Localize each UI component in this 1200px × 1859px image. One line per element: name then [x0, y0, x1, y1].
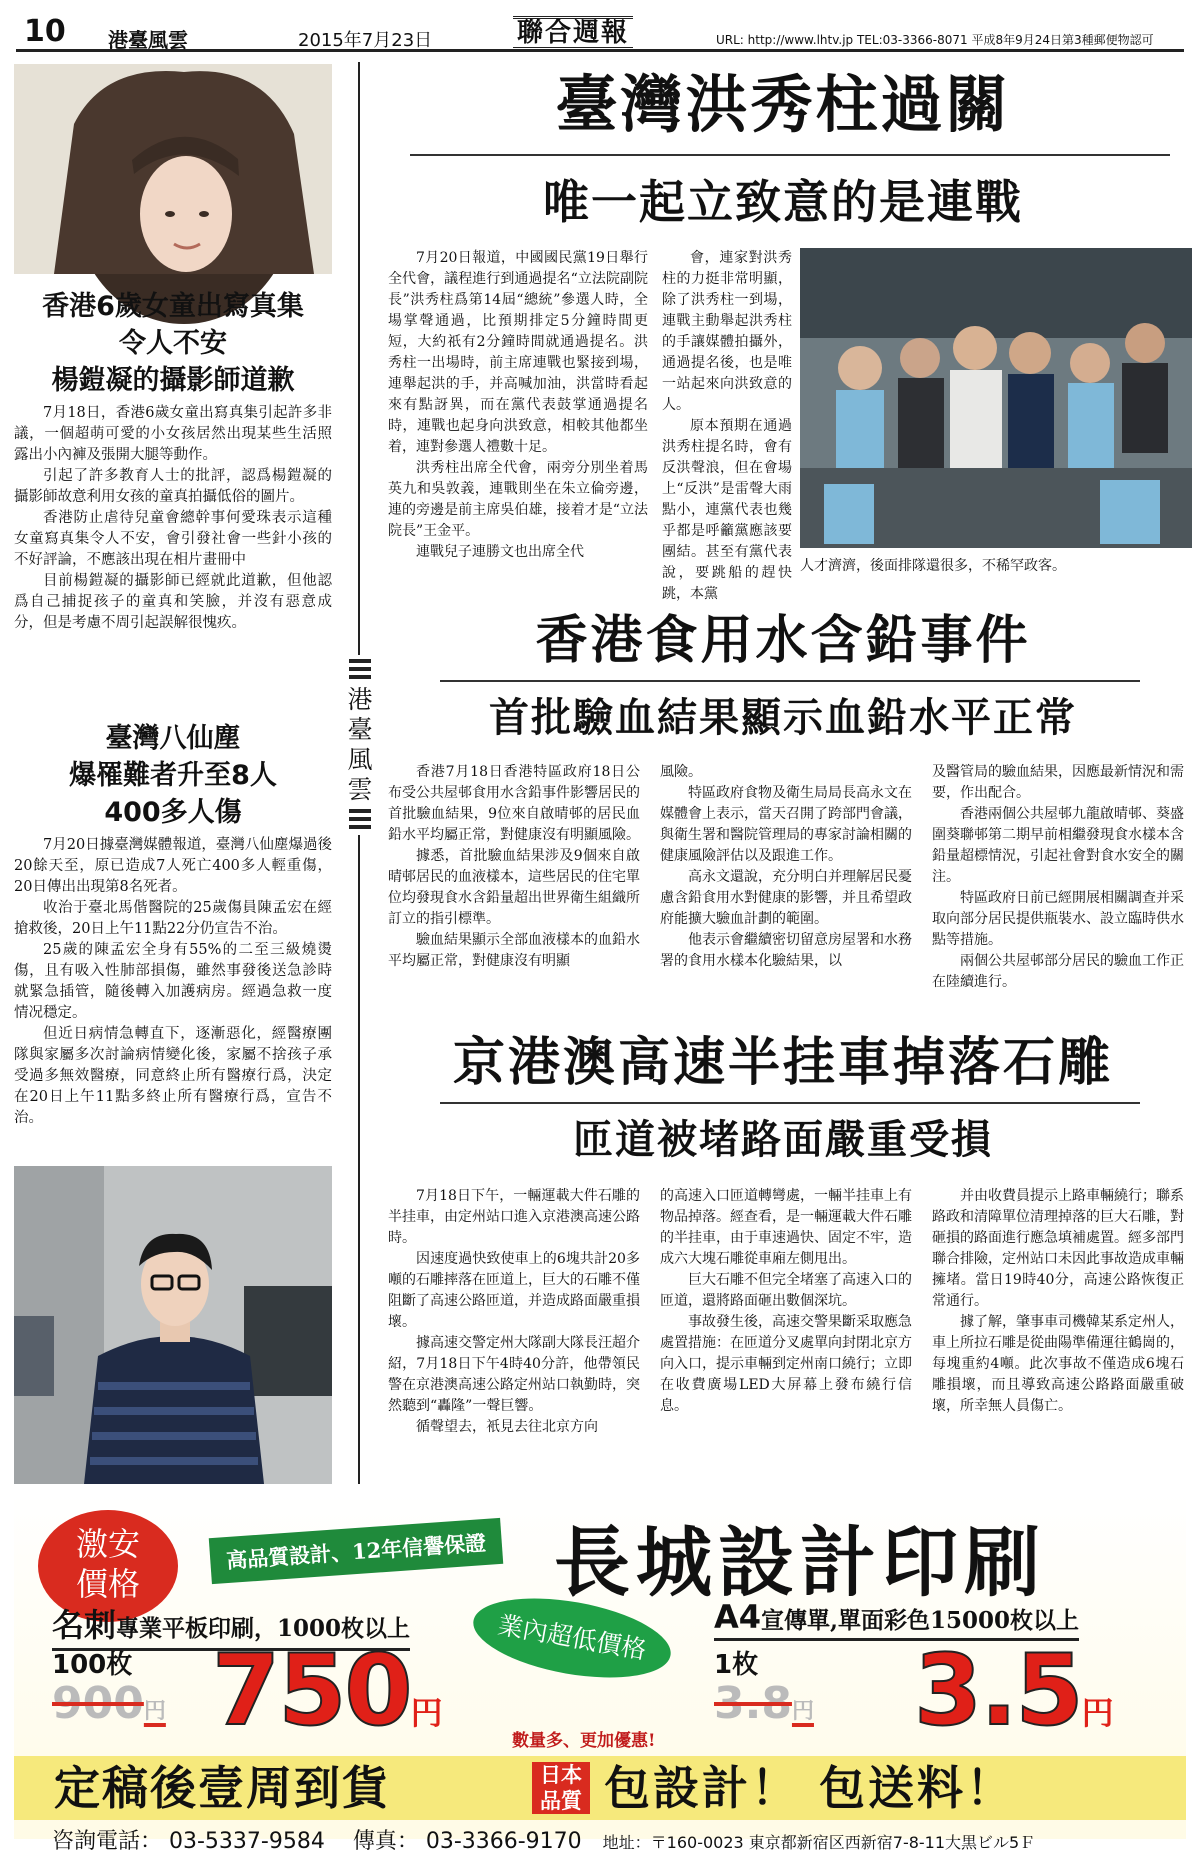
paragraph: 連戰兒子連勝文也出席全代: [416, 544, 584, 560]
story-column: [932, 762, 1184, 993]
paragraph: 據悉，首批驗血結果涉及9個來自啟晴邨居民的血液樣本，這些居民的住宅單位均發現食水含鉛量超出世界衛生組織所訂立的指引標準。: [388, 848, 640, 927]
price: 750: [212, 1634, 411, 1748]
page-number: 10: [24, 14, 66, 49]
paragraph: 原本預期在通過洪秀柱提名時，會有反洪聲浪，但在會場上“反洪”是雷聲大雨點小，連黨代表也幾乎都是呼籲黨應該要團結。甚至有黨代表說，要跳船的趕快跳，本黨: [662, 418, 792, 602]
offer-label: 名刺: [52, 1606, 117, 1644]
headline-line: 香港6歲女童出寫真集: [42, 291, 304, 322]
delivery-banner: [14, 1756, 1186, 1820]
left-column: [14, 62, 354, 1484]
yen: 円: [791, 1699, 814, 1724]
headline: 京港澳高速半挂車掉落石雕: [452, 1033, 1113, 1093]
card-quantity: 100枚: [52, 1650, 133, 1680]
old-price: 900: [52, 1678, 144, 1729]
headline: [14, 720, 332, 831]
paragraph: 洪秀柱出席全代會，兩旁分別坐着馬英九和吳敦義，連戰則坐在朱立倫旁邊，連的旁邊是前主席吳伯雄，接着才是“立法院長”王金平。: [388, 460, 648, 539]
burst-line: 價格: [75, 1565, 140, 1603]
offer-desc: 專業平板印刷，1000枚以上: [116, 1615, 411, 1642]
section-name: 港臺風雲: [108, 28, 188, 52]
article-body: [14, 403, 332, 634]
yen: 円: [143, 1699, 166, 1724]
paragraph: 兩個公共屋邨部分居民的驗血工作正在陸續進行。: [932, 953, 1184, 990]
paragraph: 引起了許多教育人士的批評，認爲楊鎧凝的攝影師故意利用女孩的童真拍攝低俗的圖片。: [14, 468, 332, 505]
headline-line: 400多人傷: [104, 797, 242, 828]
paragraph: 收治于臺北馬偕醫院的25歲傷員陳孟宏在經搶救後，20日上午11點22分仍宣告不治。: [14, 900, 332, 937]
paragraph: 特區政府食物及衛生局局長高永文在媒體會上表示，當天召開了跨部門會議，與衛生署和醫院管理局的專家討論相關的健康風險評估以及跟進工作。: [660, 785, 912, 864]
girl-photo: [14, 64, 332, 274]
paragraph: 的高速入口匝道轉彎處，一輛半挂車上有物品掉落。經查看，是一輛運載大件石雕的半挂車，由于車速過快、固定不牢，造成六大塊石雕從車廂左側甩出。: [660, 1188, 912, 1267]
article-body: [14, 835, 332, 1129]
paragraph: 人才濟濟，後面排隊還很多，不稀罕政客。: [800, 558, 1066, 574]
story-column: [388, 762, 640, 972]
party-congress-photo: [800, 248, 1192, 548]
paragraph: 香港防止虐待兒童會總幹事何愛珠表示這種女童寫真集令人不安，會引發社會一些針小孩的不好評論，不應該出現在相片畫冊中: [14, 510, 332, 568]
subheadline: 首批驗血結果顯示血鉛水平正常: [489, 694, 1077, 741]
story-column: [662, 248, 792, 605]
story-column: [932, 1186, 1184, 1417]
paragraph: 他表示會繼續密切留意房屋署和水務署的食用水樣本化驗結果，以: [660, 932, 912, 969]
banner-text: 包設計！ 包送料！: [604, 1761, 1016, 1815]
headline-line: 臺灣八仙塵: [105, 723, 241, 754]
paragraph: 7月20日據臺灣媒體報道，臺灣八仙塵爆過後20餘天至，原已造成7人死亡400多人輕重傷，20日傳出出現第8名死者。: [14, 837, 332, 895]
article-taiwan-dust-explosion: [14, 720, 332, 1129]
page-header: [16, 12, 1184, 52]
story-column: [660, 762, 912, 972]
yen: 円: [1081, 1694, 1112, 1732]
paragraph: 因速度過快致使車上的6塊共計20多噸的石雕摔落在匝道上，巨大的石雕不僅阻斷了高速公路匝道，并造成路面嚴重損壞。: [388, 1251, 640, 1330]
label-bars: [349, 659, 371, 681]
headline: 臺灣洪秀柱過關: [555, 68, 1011, 141]
paragraph: 香港7月18日香港特區政府18日公布受公共屋邨食用水含鉛事件影響居民的首批驗血結果，9位來自啟晴邨的居民血鉛水平均屬正常，對健康沒有明顯風險。: [388, 764, 640, 843]
headline-rule: [440, 680, 1140, 682]
phone-number: 咨詢電話： 03-5337-9584: [52, 1829, 325, 1854]
offer-desc: 宣傳單,單面彩色15000枚以上: [761, 1607, 1080, 1634]
japan-quality-badge: [532, 1762, 590, 1814]
headline-line: 爆罹難者升至8人: [69, 760, 277, 791]
newspaper-name: 聯合週報: [513, 16, 633, 50]
flyer-quantity: 1枚: [714, 1650, 759, 1680]
burst-line: 激安: [75, 1525, 140, 1563]
paragraph: 據高速交警定州大隊副大隊長汪超介紹，7月18日下午4時40分許，他帶領民警在京港澳高速公路定州站口執勤時，突然聽到“轟隆”一聲巨響。: [388, 1335, 640, 1414]
offer-label: A4: [714, 1598, 762, 1636]
subheadline: 匝道被堵路面嚴重受損: [573, 1116, 993, 1163]
paragraph: 風險。: [660, 764, 702, 780]
badge-line: 品質: [540, 1789, 582, 1813]
contact-info: [52, 1824, 1035, 1855]
subheadline: 唯一起立致意的是連戰: [543, 175, 1023, 229]
headline-rule: [440, 1102, 1140, 1104]
story-column: [660, 1186, 912, 1417]
bulk-discount-note: 數量多、更加優惠!: [512, 1731, 656, 1751]
lowest-price-bubble: 業內超低價格: [467, 1585, 676, 1691]
headline-line: 令人不安: [119, 328, 227, 359]
man-photo: [14, 1166, 332, 1484]
paragraph: 及醫管局的驗血結果，因應最新情況和需要，作出配合。: [932, 764, 1184, 801]
address: 地址：〒160-0023 東京都新宿区西新宿7-8-11大黒ビル5Ｆ: [602, 1833, 1036, 1852]
paragraph: 據了解，肇事車司機韓某系定州人，車上所拉石雕是從曲陽準備運往鶴崗的，每塊重約4噸。此次事故不僅造成6塊石雕損壞，而且導致高速公路路面嚴重破壞，所幸無人員傷亡。: [932, 1314, 1184, 1414]
paragraph: 7月18日下午，一輛運載大件石雕的半挂車，由定州站口進入京港澳高速公路時。: [388, 1188, 640, 1246]
headline-rule: [410, 154, 1170, 156]
paragraph: 7月20日報道，中國國民黨19日舉行全代會，議程進行到通過提名“立法院副院長”洪秀柱爲第14屆“總統”參選人時，全場掌聲通過，比預期排定5分鐘時間更短，大約祇有2分鐘時間就通過提名。洪秀柱一出場時，前主席連戰也緊接到場，連舉起洪的手，并高喊加油，洪當時看起來有點訝異，而在黨代表鼓掌通過提名時，連戰也起身向洪致意，相較其他都坐着，連對參選人禮數十足。: [388, 250, 648, 455]
flyer-old-price: [714, 1678, 814, 1729]
column-label-text: 港臺風雲: [347, 685, 373, 804]
contact-line: URL: http://www.lhtv.jp TEL:03-3366-8071 平成8年9月24日第3種郵便物認可: [716, 33, 1154, 47]
paragraph: 并由收費員提示上路車輛繞行；聯系路政和清障單位清理掉落的巨大石雕，對砸損的路面進行應急填補處置。經多部門聯合排險，定州站口未因此事故造成車輛擁堵。當日19時40分，高速公路恢復正常通行。: [932, 1188, 1184, 1309]
paragraph: 驗血結果顯示全部血液樣本的血鉛水平均屬正常，對健康沒有明顯: [388, 932, 640, 969]
article-hk-photobook: [14, 288, 332, 634]
story-column: [388, 248, 648, 563]
label-bars: [349, 809, 371, 831]
paragraph: 香港兩個公共屋邨九龍啟晴邨、葵盛圍葵聯邨第二期早前相繼發現食水樣本含鉛量超標情況，引起社會對食水安全的關注。: [932, 806, 1184, 885]
brand-name: 長城設計印刷: [554, 1518, 1046, 1607]
paragraph: 7月18日，香港6歲女童出寫真集引起許多非議，一個超萌可愛的小女孩居然出現某些生活照露出小內褲及張開大腿等動作。: [14, 405, 332, 463]
paragraph: 事故發生後，高速交警果斷采取應急處置措施：在匝道分叉處單向封閉北京方向入口，提示車輛到定州南口繞行；立即在收費廣場LED大屏幕上發布繞行信息。: [660, 1314, 912, 1414]
headline: [14, 288, 332, 399]
paragraph: 巨大石雕不但完全堵塞了高速入口的匝道，還將路面砸出數個深坑。: [660, 1272, 912, 1309]
paragraph: 目前楊鎧凝的攝影師已經就此道歉，但他認爲自己捕捉孩子的童真和笑臉，并沒有惡意成分，但是考慮不周引起誤解很愧疚。: [14, 573, 332, 631]
story-column-tail: [800, 556, 1066, 577]
old-price: 3.8: [714, 1678, 792, 1729]
flyer-price: [914, 1634, 1112, 1748]
column-label: [346, 655, 374, 835]
banner-text: 定稿後壹周到貨: [54, 1761, 390, 1815]
story-column: [388, 1186, 640, 1438]
paragraph: 會，連家對洪秀柱的力挺非常明顯，除了洪秀柱一到場，連戰主動舉起洪秀柱的手讓媒體拍攝外，通過提名後，也是唯一站起來向洪致意的人。: [662, 250, 792, 413]
headline-line: 楊鎧凝的攝影師道歉: [51, 365, 295, 396]
paragraph: 高永文還說，充分明白并理解居民憂慮含鉛食用水對健康的影響，并且希望政府能擴大驗血計劃的範圍。: [660, 869, 912, 927]
print-shop-ad: [14, 1494, 1186, 1854]
paragraph: 25歲的陳孟宏全身有55%的二至三級燒燙傷，且有吸入性肺部損傷，雖然事發後送急診時就緊急插管，隨後轉入加護病房。經過急救一度情况穩定。: [14, 942, 332, 1021]
badge-line: 日本: [540, 1763, 582, 1787]
headline: 香港食用水含鉛事件: [535, 611, 1031, 671]
publication-date: 2015年7月23日: [298, 30, 433, 51]
quality-tagline: 高品質設計、12年信譽保證: [209, 1518, 504, 1584]
paragraph: 但近日病情急轉直下，逐漸惡化，經醫療團隊與家屬多次討論病情變化後，家屬不捨孩子承受過多無效醫療，同意終止所有醫療行爲，決定在20日上午11點多終止所有醫療行爲，宣告不治。: [14, 1026, 332, 1126]
card-price: [212, 1634, 441, 1748]
price: 3.5: [914, 1634, 1082, 1748]
paragraph: 循聲望去，衹見去往北京方向: [416, 1419, 598, 1435]
yen: 円: [410, 1694, 441, 1732]
fax-number: 傳真： 03-3366-9170: [352, 1829, 582, 1854]
paragraph: 特區政府日前已經開展相關調查并采取向部分居民提供瓶裝水、設立臨時供水點等措施。: [932, 890, 1184, 948]
card-old-price: [52, 1678, 166, 1729]
